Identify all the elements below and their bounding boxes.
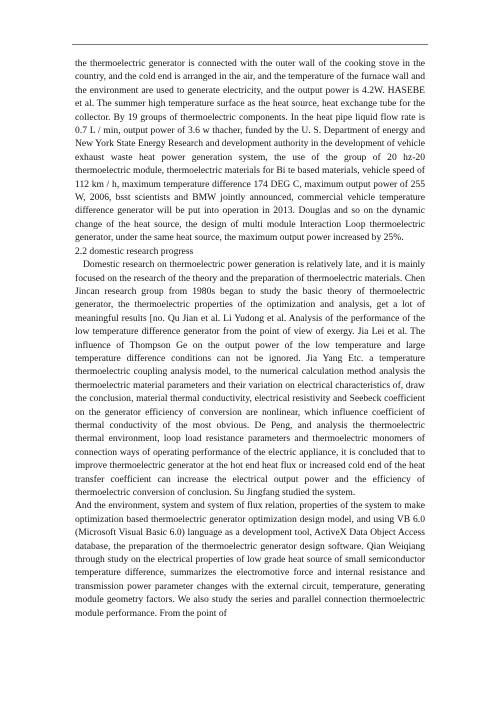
- paragraph-domestic-research: Domestic research on thermoelectric power generation is relatively late, and it is mainly focused on the research of the theory and the preparation of thermoelectric materials. Chen Jincan research group from 1980s began to study the basic theory of thermoelectric generator, the thermoelectric properties of the optimization and analysis, get a lot of meaningful results [no. Qu Jian et al. Li Yudong et al. Analysis of the performance of the low temperature difference generator from the point of view of exergy. Jia Lei et al. The influence of Thompson Ge on the output power of the low temperature and large temperature difference conditions can not be ignored. Jia Yang Etc. a temperature thermoelectric coupling analysis model, to the numerical calculation method analysis the thermoelectric material parameters and their variation on electrical characteristics of, draw the conclusion, material thermal conductivity, electrical resistivity and Seebeck coefficient on the generator efficiency of conversion are nonlinear, which influence coefficient of thermal conductivity of the most obvious. De Peng, and analysis the thermoelectric thermal environment, loop load resistance parameters and thermoelectric monomers of connection ways of operating performance of the electric appliance, it is concluded that to improve thermoelectric generator at the hot end heat flux or increased cold end of the heat transfer coefficient can increase the electrical output power and the efficiency of thermoelectric conversion of conclusion. Su Jingfang studied the system.: [75, 259, 425, 498]
- paragraph-foreign-research: the thermoelectric generator is connected with the outer wall of the cooking stove in the country, and the cold end is arranged in the air, and the temperature of the furnace wall and the environment are used to generate electricity, and the output power is 4.2W. HASEBE et al. The summer high temperature surface as the heat source, heat exchange tube for the collector. By 19 groups of thermoelectric components. In the heat pipe liquid flow rate is 0.7 L / min, output power of 3.6 w thacher, funded by the U. S. Department of energy and New York State Energy Research and development authority in the development of vehicle exhaust waste heat power generation system, the use of the group of 20 hz-20 thermoelectric module, thermoelectric materials for Bi te based materials, vehicle speed of 112 km / h, maximum temperature difference 174 DEG C, maximum output power of 255 W, 2006, bsst scientists and BMW jointly announced, commercial vehicle temperature difference generator will be put into operation in 2013. Douglas and so on the dynamic change of the heat source, the design of multi module Interaction Loop thermoelectric generator, under the same heat source, the maximum output power increased by 25%.: [75, 58, 425, 244]
- paragraph-environment-system: And the environment, system and system of flux relation, properties of the system to make optimization based thermoelectric generator optimization design model, and using VB 6.0 (Microsoft Visual Basic 6.0) language as a development tool, ActiveX Data Object Access database, the preparation of the thermoelectric generator design software. Qian Weiqiang through study on the electrical properties of low grade heat source of small semiconductor temperature difference, summarizes the electromotive force and internal resistance and transmission power parameter changes with the external circuit, temperature, generating module geometry factors. We also study the series and parallel connection thermoelectric module performance. From the point of: [75, 500, 425, 619]
- body-text: [75, 57, 425, 620]
- header-rule: [72, 44, 428, 45]
- section-heading: 2.2 domestic research progress: [75, 245, 194, 257]
